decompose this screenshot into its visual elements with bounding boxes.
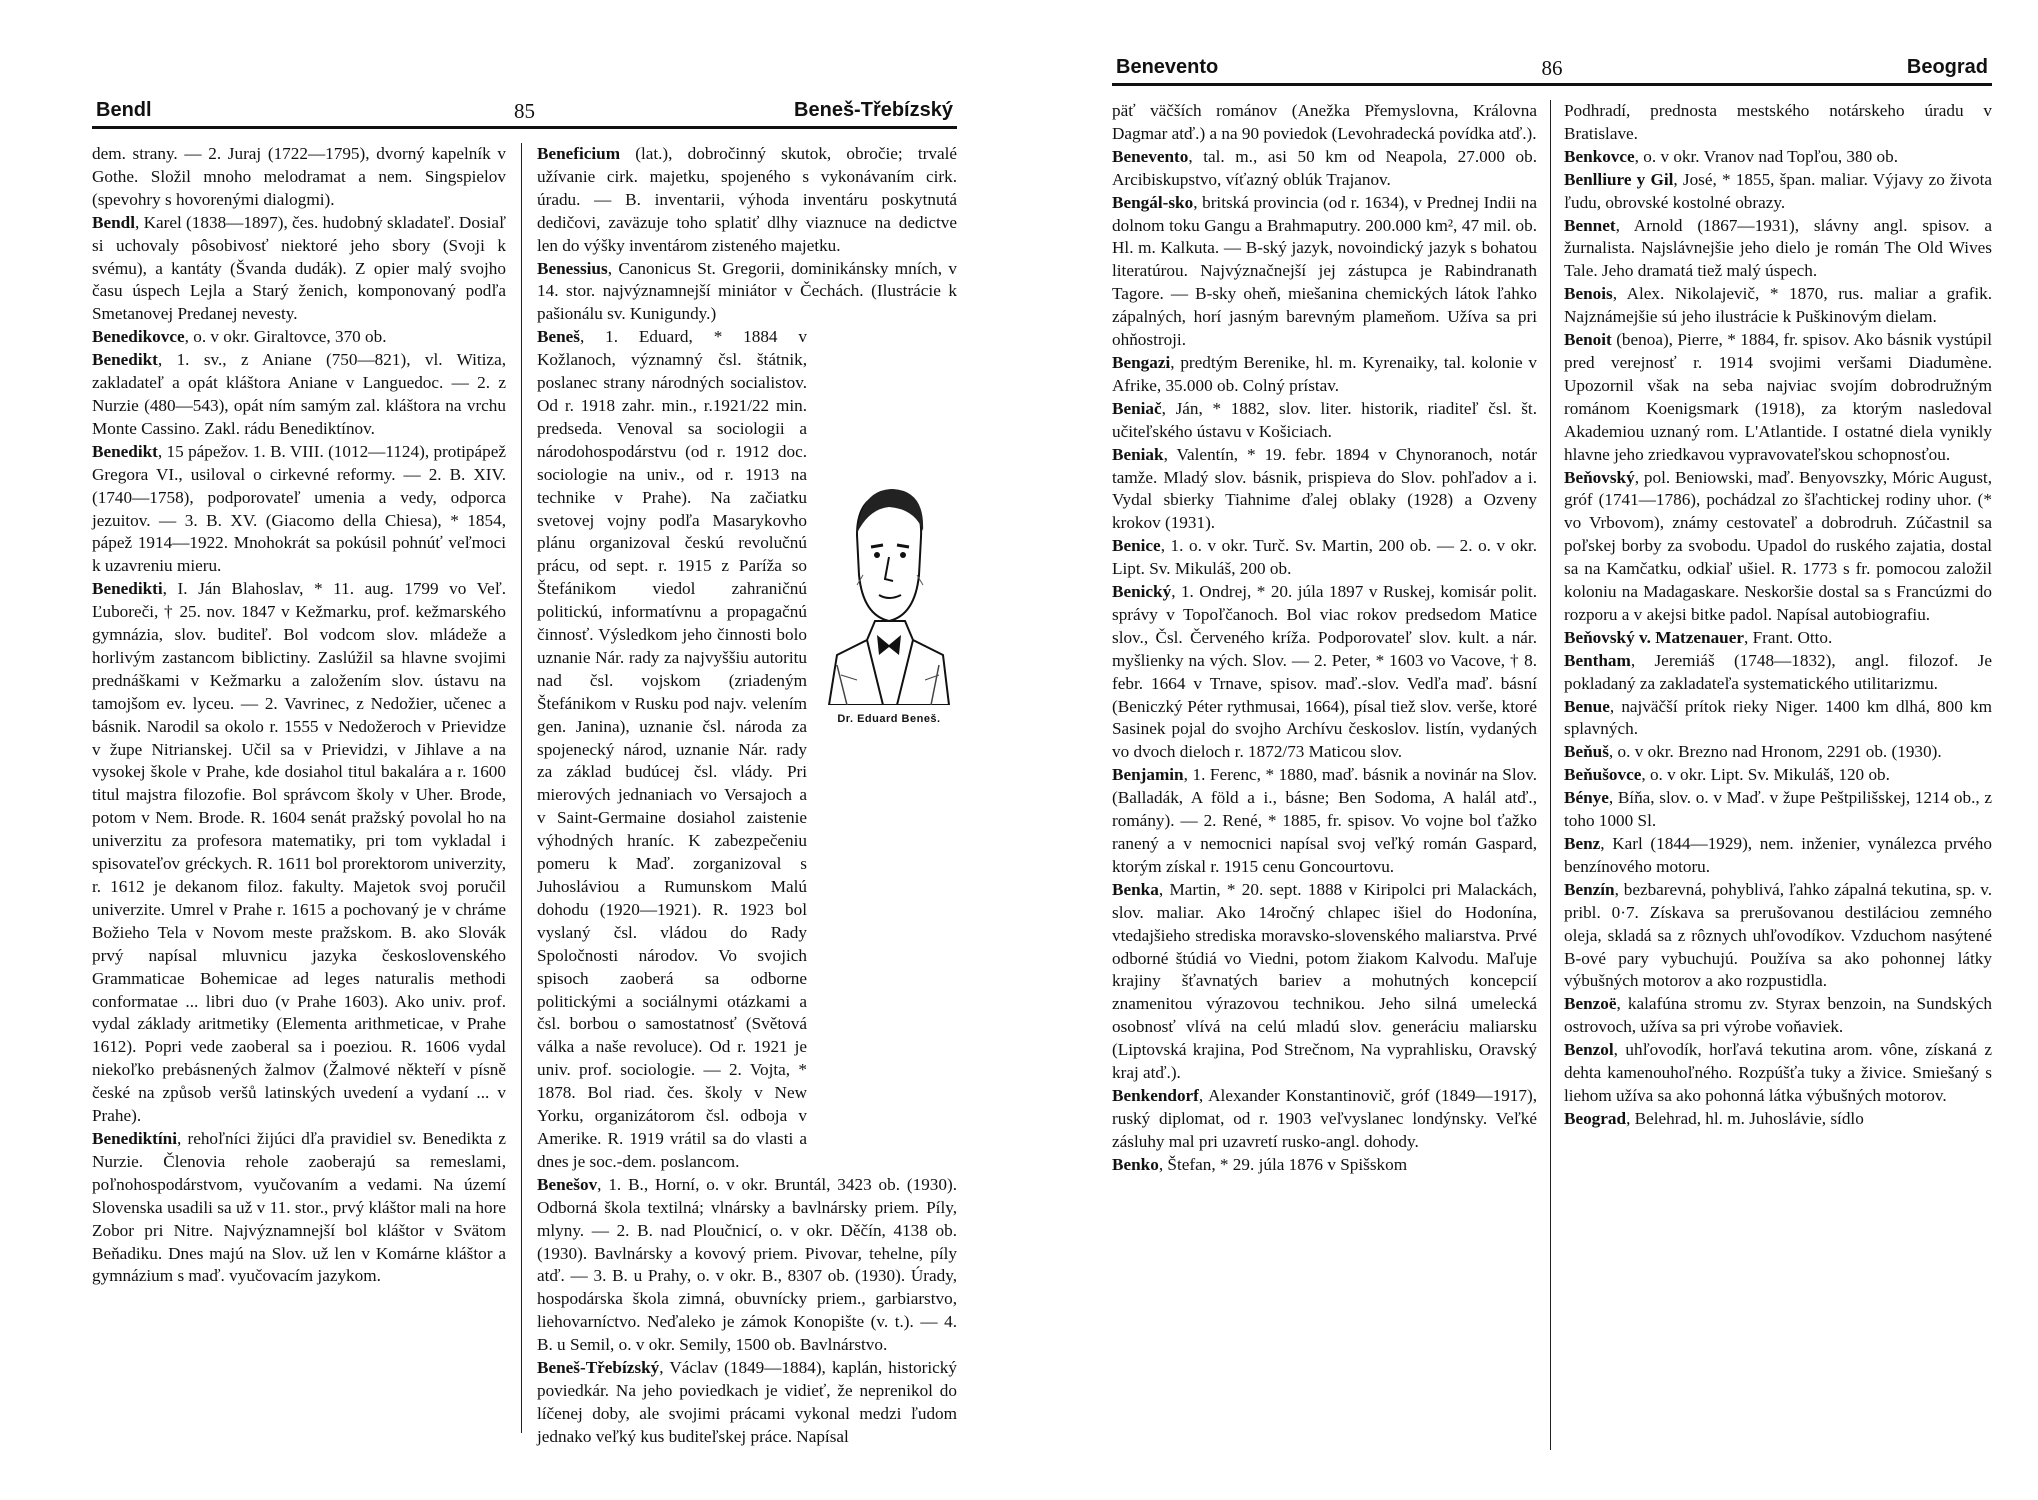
right-column-1	[1112, 100, 1537, 1177]
entry: Benzol, uhľovodík, horľavá tekutina arom. vône, získaná z dehta kamenouhoľného. Rozpúšťa tuky a živice. Smiešaný s liehom užíva sa ako pohonná látka výbušných motorov.	[1564, 1040, 1992, 1105]
entry: Beňovský, pol. Beniowski, maď. Benyovszky, Móric August, gróf (1741—1786), pochádzal zo šľachtickej rodiny uhor. (* vo Vrbovom), známy cestovateľ a dobrodruh. Zúčastnil sa poľskej borby za svobodu. Upadol do ruského zajatia, dostal sa na Kamčatku, odkiaľ ušiel. R. 1773 s fr. pomocou založil koloniu na Madagaskare. Neskoršie dostal sa s Francúzmi do rozporu a v akejsi bitke padol. Napísal autobiografiu.	[1564, 467, 1992, 624]
entry: Benedikti, I. Ján Blahoslav, * 11. aug. 1799 vo Veľ. Ľuboreči, † 25. nov. 1847 v Kežmarku, prof. kežmarského gymnázia, slov. buditeľ. Bol vodcom slov. mládeže a horlivým zastancom biblictiny. Zaslúžil sa hlavne svojimi prednáškami v Kežmarku a založením slov. ústavu na tamojšom ev. lyceu. — 2. Vavrinec, z Nedožier, učenec a básnik. Narodil sa okolo r. 1555 v Nedožeroch v Prievidze v župe Nitrianskej. Učil sa v Prievidzi, v Jihlave a na vysokej škole v Prahe, kde dosiahol titul bakalára a r. 1600 titul majstra filozofie. Bol správcom školy v Uher. Brode, potom v Nem. Brode. R. 1604 senát pražský povolal ho na univerzitu za profesora matematiky, pri tom vykladal i spisovateľov gréckych. R. 1611 bol prorektorom univerzity, r. 1612 je dekanom filoz. fakulty. Majetok svoj poručil univerzite. Umrel v Prahe r. 1615 a pochovaný je v chráme Božieho Tela v Novom meste pražskom. B. ako Slovák prvý napísal mluvnicu jazyka československého Grammaticae Bohemicae ad leges naturalis methodi conformatae ... libri duo (v Prahe 1603). Ako univ. prof. vydal základy aritmetiky (Elementa arithmeticae, v Prahe 1612). Popri vede zaoberal sa i poeziou. R. 1606 vydal niekoľko prebásnených žalmov (Žalmové někteří v písně české na způsob veršů latinských uvedení a vydaní ... v Prahe).	[92, 579, 506, 1126]
entry: Beňovský v. Matzenauer, Frant. Otto.	[1564, 627, 1833, 647]
entry: Benko, Štefan, * 29. júla 1876 v Spišskom	[1112, 1154, 1408, 1174]
entry: Benedikt, 1. sv., z Aniane (750—821), vl. Witiza, zakladateľ a opát kláštora Aniane v Languedoc. — 2. z Nurzie (480—543), opát ním samým zal. kláštora na vrchu Monte Cassino. Zakl. rádu Benediktínov.	[92, 350, 506, 438]
right-page	[1112, 52, 1992, 1462]
entry: Beňuš, o. v okr. Brezno nad Hronom, 2291 ob. (1930).	[1564, 742, 1942, 762]
left-page-number: 85	[514, 99, 535, 123]
entry: Bennet, Arnold (1867—1931), slávny angl. spisov. a žurnalista. Najslávnejšie jeho dielo je román The Old Wives Tale. Jeho dramatá tiež malý úspech.	[1564, 215, 1992, 281]
entry: Benediktíni, rehoľníci žijúci dľa pravidiel sv. Benedikta z Nurzie. Členovia rehole zaoberajú sa remeslami, poľnohospodárstvom, vyučovaním a vedami. Na území Slovenska usadili sa už v 11. stor., prvý kláštor mali na hore Zobor pri Nitre. Najvýznamnejší bol kláštor v Svätom Beňadiku. Dnes majú na Slov. už len v Komárne kláštor a gymnázium s maď. vyučovacím jazykom.	[92, 1128, 506, 1286]
portrait-figure	[819, 475, 959, 737]
entry: Bentham, Jeremiáš (1748—1832), angl. filozof. Je pokladaný za zakladateľa systematického utilitarizmu.	[1564, 650, 1992, 693]
entry: Benevento, tal. m., asi 50 km od Neapola, 27.000 ob. Arcibiskupstvo, víťazný oblúk Trajanov.	[1112, 146, 1537, 189]
entry: Benice, 1. o. v okr. Turč. Sv. Martin, 200 ob. — 2. o. v okr. Lipt. Sv. Mikuláš, 200 ob.	[1112, 536, 1537, 579]
entry: Beniač, Ján, * 1882, slov. liter. historik, riaditeľ čsl. št. učiteľského ústavu v Košiciach.	[1112, 398, 1537, 441]
left-column-1	[92, 143, 506, 1288]
entry: Beneš, 1. Eduard, * 1884 v Kožlanoch, významný čsl. štátnik, poslanec strany národných socialistov. Od r. 1918 zahr. min., r.1921/22 min. predseda. Venoval sa sociologii a národohospodárstvu (od r. 1912 doc. sociologie na univ., od r. 1913 na technike v Prahe). Na začiatku svetovej vojny podľa Masarykovho plánu organizoval českú revolučnú prácu, od sept. r. 1915 z Paríža so Štefánikom viedol zahraničnú politickú, informatívnu a propagačnú činnosť. Výsledkom jeho činnosti bolo uznanie Nár. rady za najvyššiu autoritu nad čsl. vojskom (zriadeným Štefánikom v Rusku pod najv. velením gen. Janina), uznanie čsl. národa za spojenecký národ, uznanie Nár. rady za základ budúcej čsl. vlády. Pri mierových jednaniach vo Versajoch a v Saint-Germaine dosiahol zaistenie výhodných hraníc. K zabezpečeniu pomeru k Maď. zorganizoval s Juhosláviou a Rumunskom Malú dohodu (1920—1921). R. 1923 bol vyslaný čsl. vládou do Rady Spoločnosti národov. Vo svojich spisoch zaoberá sa odborne politickými a sociálnymi otázkami a čsl. borbou o samostatnosť (Světová válka a naše revoluce). Od r. 1921 je univ. prof. sociologie. — 2. Vojta, * 1878. Bol riad. čes. školy v New Yorku, organizátorom čsl. odboja v Amerike. R. 1919 vrátil sa do vlasti a dnes je soc.-dem. poslancom.	[537, 327, 807, 1171]
entry: Benue, najväčší prítok rieky Niger. 1400 km dlhá, 800 km splavných.	[1564, 696, 1992, 739]
entry: Benkovce, o. v okr. Vranov nad Topľou, 380 ob.	[1564, 146, 1898, 166]
entry: Benoit (benoa), Pierre, * 1884, fr. spisov. Ako básnik vystúpil pred verejnosť r. 1914 svojimi veršami Diadumène. Upozornil však na seba najviac svojím dobrodružným románom Koenigsmark (1918), za ktorým nasledoval Akademiou uznaný rom. L'Atlantide. I ostatné diela vynikly hlavne jeho zriedkavou vypravovateľskou schopnosťou.	[1564, 330, 1992, 464]
header-rule	[92, 126, 957, 129]
right-header-guideword-start: Benevento	[1116, 56, 1219, 78]
right-page-number: 86	[1541, 56, 1563, 80]
entry: Benka, Martin, * 20. sept. 1888 v Kiripolci pri Malackách, slov. maliar. Ako 14ročný chlapec išiel do Hodonína, vtedajšieho strediska moravsko-slovenského maliarstva. Prvé odborné štúdiá vo Viedni, potom žiakom Kalvodu. Maľuje krajiny šťavnatých bariev a mohutných koncepcií znamenitou výrazovou technikou. Jeho silná umelecká osobnosť vlívá na celú mladú slov. generáciu maliarsku (Liptovská krajina, Pod Strečnom, Na vyprahlisku, Oravský kraj atď.).	[1112, 879, 1537, 1083]
entry: Benzín, bezbarevná, pohyblivá, ľahko zápalná tekutina, sp. v. pribl. 0·7. Získava sa prerušovanou destiláciou zemného oleja, skladá sa z rôznych uhľovodíkov. Vzduchom nasýtené B-ové pary vybuchujú. Používa sa ako pohonnej látky výbušných motorov a ako rozpustidla.	[1564, 879, 1992, 991]
right-header-guideword-end: Beograd	[1906, 56, 1988, 78]
portrait-illustration	[827, 475, 951, 705]
entry: Beniak, Valentín, * 19. febr. 1894 v Chynoranoch, notár tamže. Mladý slov. básnik, prispieva do Slov. pohľadov a i. Vydal sbierky Tiahnime ďalej oblaky (1928) a Ozveny krokov (1931).	[1112, 444, 1537, 533]
header-rule	[1112, 83, 1992, 86]
entry: Bendl, Karel (1838—1897), čes. hudobný skladateľ. Dosiaľ si uchovaly pôsobivosť niektoré jeho sbory (Svoji k svému), a kantáty (Švanda dudák). Z opier malý svojho času úspech Lejla a Starý ženich, komponovaný podľa Smetanovej Predanej nevesty.	[92, 212, 506, 324]
entry: Benešov, 1. B., Horní, o. v okr. Bruntál, 3423 ob. (1930). Odborná škola textilná; vlnársky a bavlnársky priem. Píly, mlyny. — 2. B. nad Ploučnicí, o. v okr. Děčín, 4138 ob. (1930). Bavlnársky a kovový priem. Pivovar, tehelne, píly atď. — 3. B. u Prahy, o. v okr. B., 8307 ob. (1930). Úrady, hospodárska škola zimná, obuvnícky priem., garbiarstvo, liehovarníctvo. Neďaleko je zámok Konopište (v. t.). — 4. B. u Semil, o. v okr. Semily, 1500 ob. Bavlnárstvo.	[537, 1174, 957, 1355]
entry: Beograd, Belehrad, hl. m. Juhoslávie, sídlo	[1564, 1108, 1864, 1128]
entry: Benedikt, 15 pápežov. 1. B. VIII. (1012—1124), protipápež Gregora VI., usiloval o cirkevné reformy. — 2. B. XIV. (1740—1758), podporovateľ umenia a vedy, odporca jezuitov. — 3. B. XV. (Giacomo della Chiesa), * 1854, pápež 1914—1922. Mnohokrát sa pokúsil pohnúť veľmoci k uzavreniu mieru.	[92, 441, 506, 576]
entry: Bengazi, predtým Berenike, hl. m. Kyrenaiky, tal. kolonie v Afrike, 35.000 ob. Colný prístav.	[1112, 352, 1537, 395]
entry: Benessius, Canonicus St. Gregorii, dominikánsky mních, v 14. stor. najvýznamnejší miniátor v Čechách. (Ilustrácie k pašionálu sv. Kunigundy.)	[537, 258, 957, 324]
entry: dem. strany. — 2. Juraj (1722—1795), dvorný kapelník v Gothe. Složil mnoho melodramat a nem. Singspielov (spevohry s hovorenými dialogmi).	[92, 144, 506, 209]
left-page-header	[92, 95, 957, 125]
entry: Beneš-Třebízský, Václav (1849—1884), kaplán, historický poviedkár. Na jeho poviedkach je vidieť, že neprenikol do líčenej doby, ale svojimi prácami vykonal medzi ľudom jednako veľký kus buditeľskej práce. Napísal	[537, 1358, 957, 1446]
right-page-header	[1112, 52, 1992, 82]
entry: Benjamin, 1. Ferenc, * 1880, maď. básnik a novinár na Slov. (Balladák, A föld a i., básne; Ben Sodoma, A halál atď., romány). — 2. René, * 1885, fr. spisov. Vo vojne bol ťažko ranený a v nemocnici napísal svoj veľký román Gaspard, ktorým získal r. 1915 cenu Goncourtovu.	[1112, 765, 1537, 876]
entry: Benzoë, kalafúna stromu zv. Styrax benzoin, na Sundských ostrovoch, užíva sa pri výrobe voňaviek.	[1564, 994, 1992, 1037]
entry: Beňušovce, o. v okr. Lipt. Sv. Mikuláš, 120 ob.	[1564, 765, 1890, 785]
right-column-2	[1564, 100, 1992, 1131]
entry: Benlliure y Gil, José, * 1855, špan. maliar. Výjavy zo života ľudu, obrovské kostolné obrazy.	[1564, 169, 1993, 212]
entry: Benz, Karl (1844—1929), nem. inženier, vynálezca prvého benzínového motoru.	[1564, 834, 1992, 876]
entry: Podhradí, prednosta mestského notárskeho úradu v Bratislave.	[1564, 101, 1992, 143]
entry: Beneficium (lat.), dobročinný skutok, obročie; trvalé užívanie cirk. majetku, spojeného s vykonávaním cirk. úradu. — B. inventarii, výhoda inventáru poskytnutá dedičovi, zaväzuje toho splatiť dlhy viaznuce na dedictve len do výšky inventárom zisteného majetku.	[537, 144, 957, 255]
portrait-caption: Dr. Eduard Beneš.	[837, 713, 941, 725]
entry: Benkendorf, Alexander Konstantinovič, gróf (1849—1917), ruský diplomat, od r. 1903 veľvyslanec londýnsky. Veľké zásluhy mal pri uzavretí rusko-angl. dohody.	[1112, 1085, 1537, 1151]
entry: Bénye, Bíňa, slov. o. v Maď. v župe Peštpilišskej, 1214 ob., z toho 1000 Sl.	[1564, 788, 1992, 831]
entry: päť väčších románov (Anežka Přemyslovna, Královna Dagmar atď.) a na 90 poviedok (Levohradecká povídka atď.).	[1112, 101, 1537, 143]
left-column-2	[537, 143, 957, 1449]
entry: Benois, Alex. Nikolajevič, * 1870, rus. maliar a grafik. Najznámejšie sú jeho ilustrácie k Puškinovým dielam.	[1564, 284, 1992, 327]
column-divider	[521, 143, 522, 1433]
entry: Benický, 1. Ondrej, * 20. júla 1897 v Ruskej, komisár polit. správy v Topoľčanoch. Bol viac rokov predsedom Matice slov., Čsl. Červeného kríža. Podporovateľ slov. kult. a nár. myšlienky na vých. Slov. — 2. Peter, * 1603 vo Vacove, † 8. febr. 1664 v Trnave, spisov. maď.-slov. Vedľa maď. básní (Beniczký Péter rythmusai, 1664), písal tiež slov. verše, ktoré Sasinek pojal do svojho Archívu českoslov. listín, vydaných vo dvoch dieloch r. 1872/73 Maticou slov.	[1112, 582, 1537, 762]
entry: Benedikovce, o. v okr. Giraltovce, 370 ob.	[92, 327, 387, 347]
column-divider	[1550, 100, 1551, 1450]
left-page	[92, 95, 957, 1445]
left-header-guideword-end: Beneš-Třebízský	[794, 99, 953, 121]
entry: Bengál-sko, britská provincia (od r. 1634), v Prednej Indii na dolnom toku Gangu a Brahmaputry. 200.000 km², 47 mil. ob. Hl. m. Kalkuta. — B-ský jazyk, novoindický jazyk s bohatou literatúrou. Najvýznačnejší jej zástupca je Rabindranath Tagore. — B-sky oheň, miešanina chemických látok ľahko zápalných, horí jasným barevným plameňom. Užíva sa pri ohňostroji.	[1112, 192, 1537, 350]
left-header-guideword-start: Bendl	[96, 99, 152, 121]
